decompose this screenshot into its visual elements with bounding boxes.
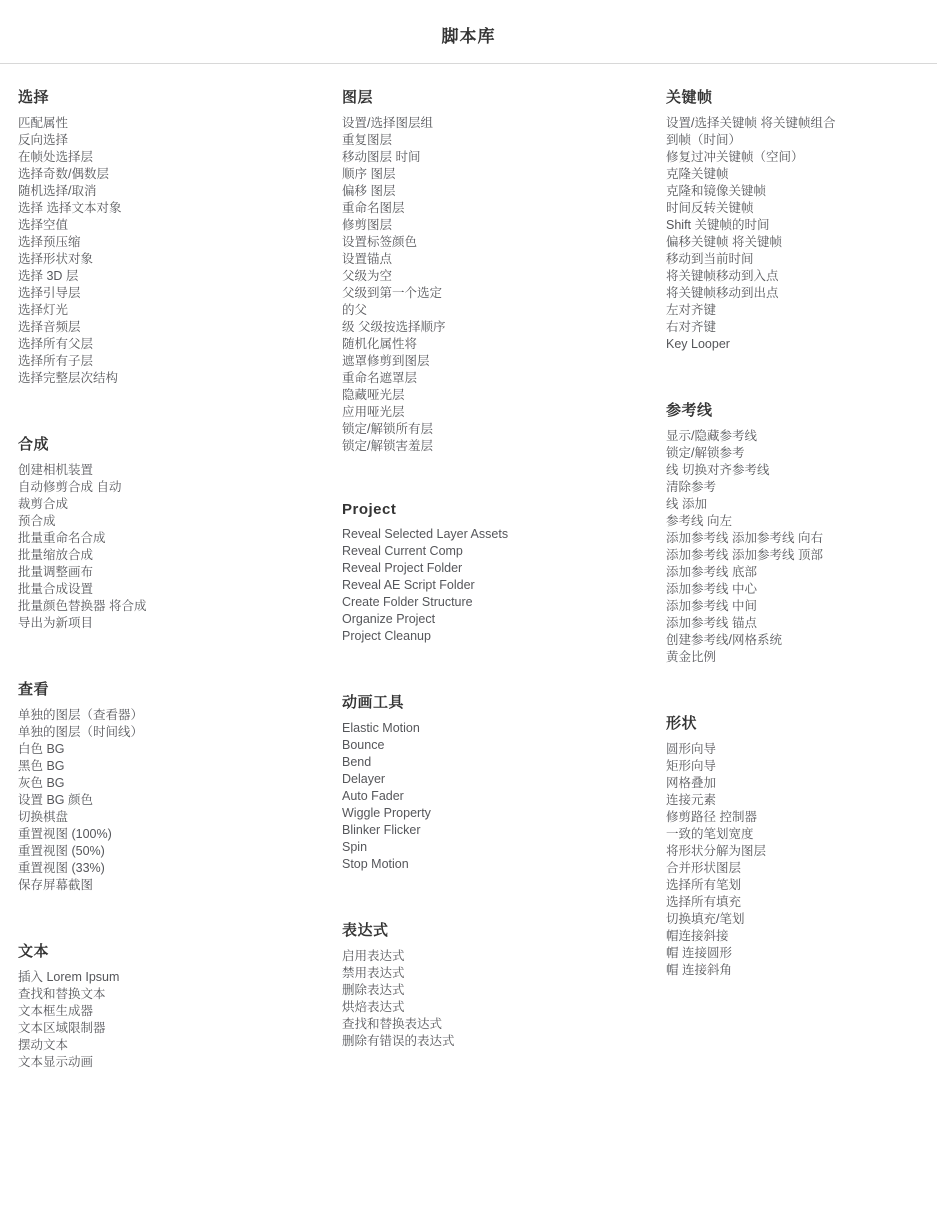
list-item[interactable]: 批量颜色替换器 将合成 [18,599,147,613]
category-item-list [666,428,937,666]
category-block [342,691,666,873]
list-item[interactable]: 单独的图层（查看器） [18,708,144,722]
list-item[interactable]: 重置视图 (100%) [18,827,112,841]
list-item[interactable]: 文本区域限制器 [18,1021,106,1035]
list-item[interactable]: 选择音频层 [18,320,81,334]
list-item[interactable]: 删除有错误的表达式 [342,1034,455,1048]
list-item[interactable]: 网格叠加 [666,776,717,790]
list-item[interactable]: 父级到第一个选定 [342,286,443,300]
list-item[interactable]: 线 添加 [666,497,707,511]
list-item[interactable]: Key Looper [666,337,730,351]
list-item[interactable]: 重命名图层 [342,201,405,215]
list-item[interactable]: 选择所有填充 [666,895,742,909]
list-item[interactable]: 帽连接斜接 [666,929,729,943]
list-item[interactable]: 启用表达式 [342,949,405,963]
list-item[interactable]: 查找和替换文本 [18,987,106,1001]
category-item-list [342,526,666,645]
list-item[interactable]: 在帧处选择层 [18,150,94,164]
list-item[interactable]: 选择完整层次结构 [18,371,119,385]
list-item[interactable]: 移动到当前时间 [666,252,754,266]
list-item[interactable]: 帽 连接圆形 [666,946,732,960]
list-item[interactable]: 克隆和镜像关键帧 [666,184,767,198]
list-item[interactable]: 左对齐键 [666,303,717,317]
list-item[interactable]: 选择形状对象 [18,252,94,266]
list-item[interactable]: 选择 3D 层 [18,269,79,283]
list-item[interactable]: 灰色 BG [18,776,65,790]
category-block [342,501,666,645]
list-item[interactable]: 保存屏幕截图 [18,878,94,892]
list-item[interactable]: 黄金比例 [666,650,717,664]
list-item[interactable]: 选择 选择文本对象 [18,201,122,215]
list-item[interactable]: Reveal Selected Layer Assets [342,527,509,541]
list-item[interactable]: Stop Motion [342,857,409,871]
list-item[interactable]: 将关键帧移动到出点 [666,286,779,300]
column-left [18,86,342,1117]
list-item[interactable]: 文本框生成器 [18,1004,94,1018]
category-title: 动画工具 [342,694,405,711]
category-title: 查看 [18,681,50,698]
list-item[interactable]: Blinker Flicker [342,823,421,837]
category-title: 文本 [18,943,50,960]
list-item[interactable]: 文本显示动画 [18,1055,94,1069]
list-item[interactable]: Spin [342,840,368,854]
list-item[interactable]: 修剪路径 控制器 [666,810,757,824]
list-item[interactable]: 摆动文本 [18,1038,69,1052]
list-item[interactable]: 批量缩放合成 [18,548,94,562]
list-item[interactable]: 锁定/解锁害羞层 [342,439,433,453]
list-item[interactable]: 偏移关键帧 将关键帧 [666,235,782,249]
category-item-list [18,969,342,1071]
list-item[interactable]: Shift 关键帧的时间 [666,218,770,232]
category-item-list [18,707,342,894]
category-title: 选择 [18,89,50,106]
column-middle [342,86,666,1117]
list-item[interactable]: 连接元素 [666,793,717,807]
list-item[interactable]: 选择预压缩 [18,235,81,249]
category-item-list [342,115,666,455]
list-item[interactable]: 遮罩修剪到图层 [342,354,430,368]
list-item[interactable]: 选择引导层 [18,286,81,300]
column-right [666,86,937,1117]
list-item[interactable]: 隐藏哑光层 [342,388,405,402]
category-item-list [342,948,666,1050]
list-item[interactable]: 匹配属性 [18,116,69,130]
category-block [342,86,666,455]
list-item[interactable]: 白色 BG [18,742,65,756]
list-item[interactable]: 重复图层 [342,133,393,147]
category-block [18,86,342,387]
list-item[interactable]: Auto Fader [342,789,404,803]
list-item[interactable]: 的父 [342,303,368,317]
list-item[interactable]: 预合成 [18,514,56,528]
list-item[interactable]: 随机选择/取消 [18,184,97,198]
list-item[interactable]: 帽 连接斜角 [666,963,732,977]
list-item[interactable]: 烘焙表达式 [342,1000,405,1014]
category-block [18,678,342,894]
list-item[interactable]: 圆形向导 [666,742,717,756]
list-item[interactable]: 裁剪合成 [18,497,69,511]
category-title: 关键帧 [666,89,713,106]
list-item[interactable]: 查找和替换表达式 [342,1017,443,1031]
list-item[interactable]: 偏移 图层 [342,184,396,198]
list-item[interactable]: 创建相机装置 [18,463,94,477]
page-title: 脚本库 [441,27,496,46]
list-item[interactable]: 选择所有笔划 [666,878,742,892]
list-item[interactable]: 矩形向导 [666,759,717,773]
list-item[interactable]: 设置锚点 [342,252,393,266]
list-item[interactable]: 批量合成设置 [18,582,94,596]
list-item[interactable]: 锁定/解锁所有层 [342,422,433,436]
list-item[interactable]: 右对齐键 [666,320,717,334]
category-title: 图层 [342,89,374,106]
list-item[interactable]: 切换棋盘 [18,810,69,824]
list-item[interactable]: 添加参考线 底部 [666,565,757,579]
list-item[interactable]: 切换填充/笔划 [666,912,745,926]
list-item[interactable]: 修剪图层 [342,218,393,232]
list-item[interactable]: 选择灯光 [18,303,69,317]
list-item[interactable]: 重命名遮罩层 [342,371,418,385]
list-item[interactable]: 一致的笔划宽度 [666,827,754,841]
list-item[interactable]: 添加参考线 中间 [666,599,757,613]
list-item[interactable]: 移动图层 时间 [342,150,421,164]
list-item[interactable]: Wiggle Property [342,806,431,820]
list-item[interactable]: 参考线 向左 [666,514,732,528]
list-item[interactable]: 时间反转关键帧 [666,201,754,215]
list-item[interactable]: 添加参考线 锚点 [666,616,757,630]
title-divider [0,63,937,64]
category-block [18,433,342,632]
list-item[interactable]: Reveal Project Folder [342,561,463,575]
list-item[interactable]: 显示/隐藏参考线 [666,429,757,443]
list-item[interactable]: Project Cleanup [342,629,431,643]
category-item-list [666,741,937,979]
category-block [666,712,937,979]
list-item[interactable]: 导出为新项目 [18,616,94,630]
category-item-list [18,115,342,387]
list-item[interactable]: 创建参考线/网格系统 [666,633,782,647]
list-item[interactable]: 修复过冲关键帧（空间） [666,150,804,164]
category-block [666,399,937,666]
script-library-grid [0,86,937,1117]
list-item[interactable]: 将形状分解为图层 [666,844,767,858]
list-item[interactable]: Organize Project [342,612,436,626]
list-item[interactable]: 设置标签颜色 [342,235,418,249]
list-item[interactable]: 黑色 BG [18,759,65,773]
list-item[interactable]: 添加参考线 添加参考线 顶部 [666,548,823,562]
list-item[interactable]: 删除表达式 [342,983,405,997]
list-item[interactable]: 重置视图 (33%) [18,861,105,875]
list-item[interactable]: 将关键帧移动到入点 [666,269,779,283]
list-item[interactable]: 选择所有子层 [18,354,94,368]
list-item[interactable]: 添加参考线 中心 [666,582,757,596]
list-item[interactable]: 设置/选择关键帧 将关键帧组合 [666,116,836,130]
list-item[interactable]: 清除参考 [666,480,717,494]
category-block [18,940,342,1071]
category-item-list [18,462,342,632]
list-item[interactable]: 禁用表达式 [342,966,405,980]
category-title: 合成 [18,436,50,453]
list-item[interactable]: 顺序 图层 [342,167,396,181]
list-item[interactable]: 重置视图 (50%) [18,844,105,858]
list-item[interactable]: 单独的图层（时间线） [18,725,144,739]
category-block [666,86,937,353]
category-title: 形状 [666,715,698,732]
list-item[interactable]: 随机化属性将 [342,337,418,351]
list-item[interactable]: Delayer [342,772,386,786]
list-item[interactable]: 级 父级按选择顺序 [342,320,446,334]
list-item[interactable]: 设置/选择图层组 [342,116,433,130]
category-block [342,919,666,1050]
list-item[interactable]: 锁定/解锁参考 [666,446,745,460]
list-item[interactable]: 插入 Lorem Ipsum [18,970,120,984]
list-item[interactable]: Bounce [342,738,385,752]
list-item[interactable]: 批量重命名合成 [18,531,106,545]
list-item[interactable]: 选择空值 [18,218,69,232]
category-item-list [666,115,937,353]
list-item[interactable]: 克隆关键帧 [666,167,729,181]
list-item[interactable]: Bend [342,755,372,769]
list-item[interactable]: Create Folder Structure [342,595,473,609]
list-item[interactable]: 合并形状图层 [666,861,742,875]
list-item[interactable]: 反向选择 [18,133,69,147]
list-item[interactable]: Elastic Motion [342,721,420,735]
list-item[interactable]: 选择奇数/偶数层 [18,167,109,181]
category-title: 表达式 [342,922,389,939]
category-title: 参考线 [666,402,713,419]
list-item[interactable]: 选择所有父层 [18,337,94,351]
list-item[interactable]: 线 切换对齐参考线 [666,463,770,477]
list-item[interactable]: 添加参考线 添加参考线 向右 [666,531,823,545]
list-item[interactable]: 应用哑光层 [342,405,405,419]
list-item[interactable]: 自动修剪合成 自动 [18,480,122,494]
list-item[interactable]: 到帧（时间） [666,133,742,147]
category-title: Project [342,501,397,518]
list-item[interactable]: Reveal AE Script Folder [342,578,475,592]
category-item-list [342,720,666,873]
list-item[interactable]: 父级为空 [342,269,393,283]
list-item[interactable]: 设置 BG 颜色 [18,793,94,807]
list-item[interactable]: 批量调整画布 [18,565,94,579]
list-item[interactable]: Reveal Current Comp [342,544,463,558]
